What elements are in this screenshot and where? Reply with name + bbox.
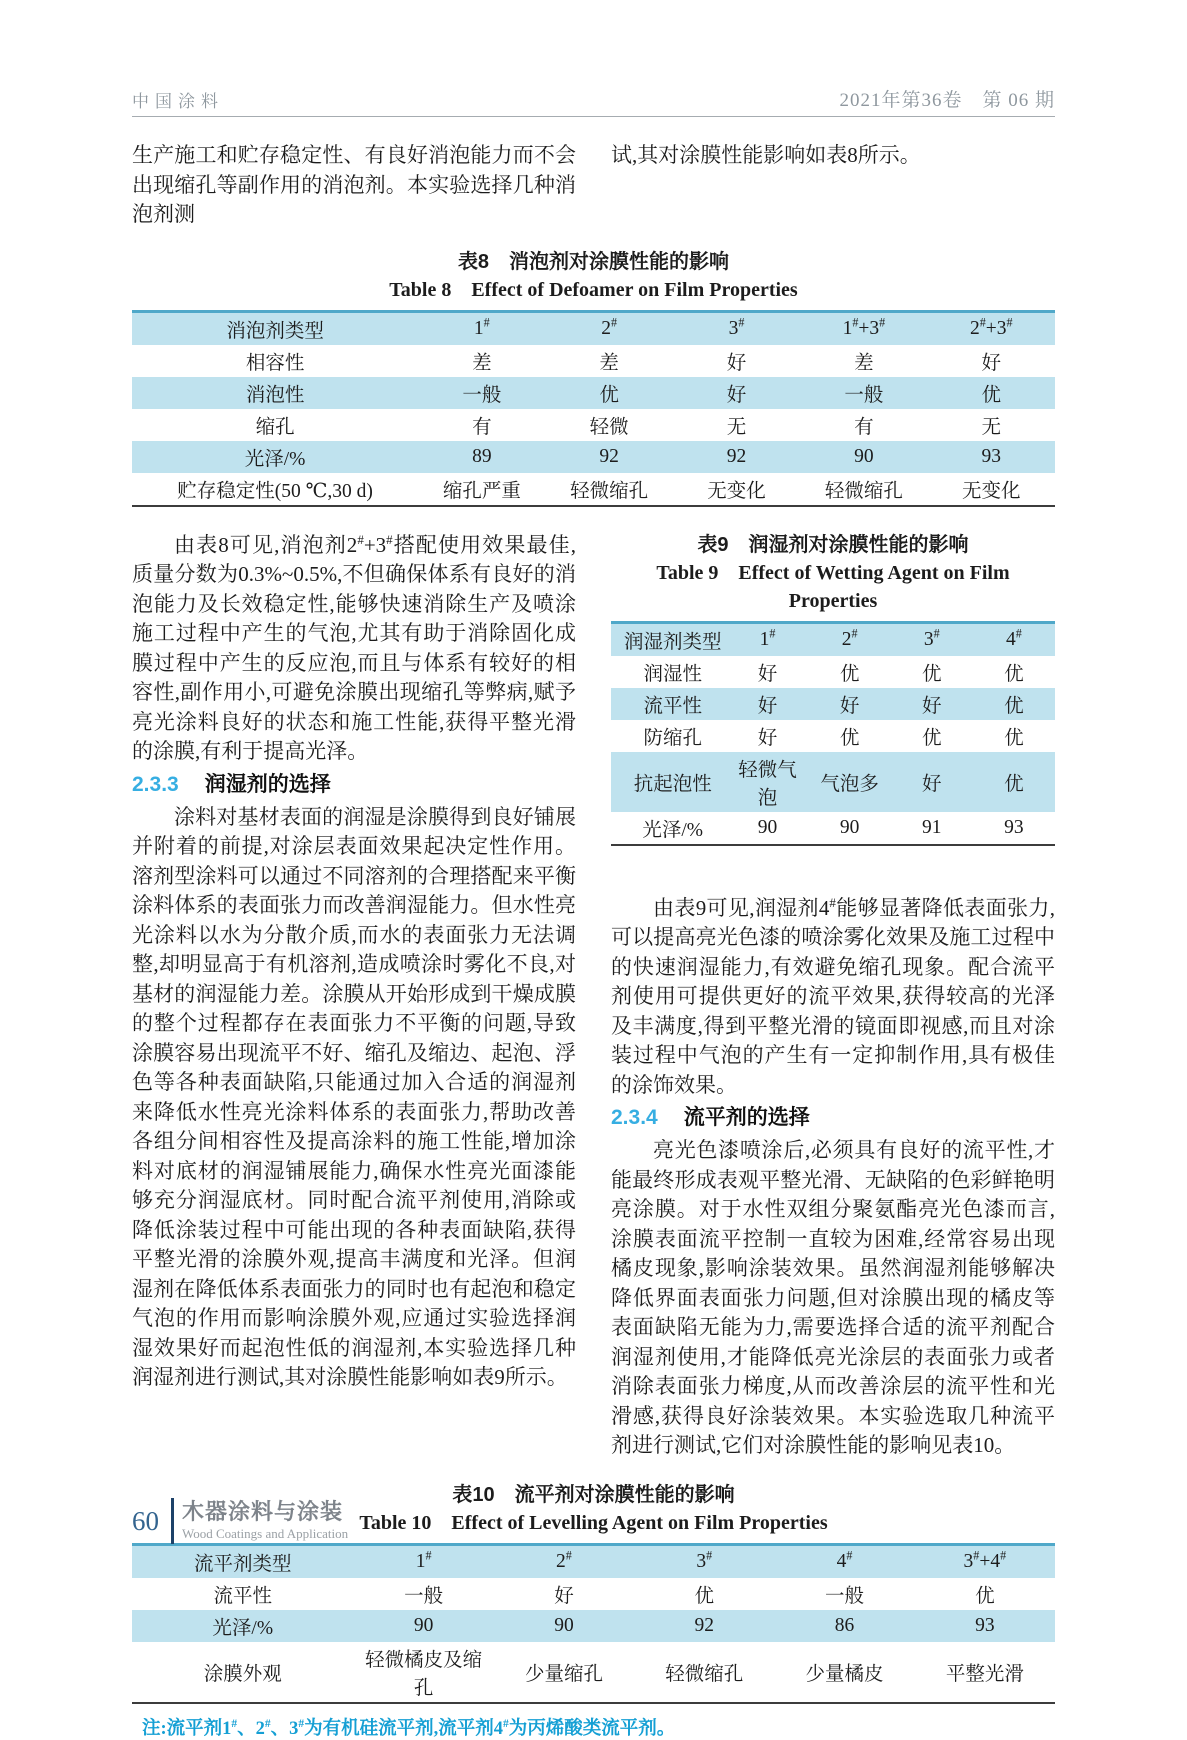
cell: 一般 — [825, 1585, 865, 1607]
cell: 轻微气泡 — [738, 759, 797, 809]
cell: 好 — [554, 1585, 574, 1607]
section-title: 流平剂的选择 — [683, 1106, 810, 1129]
paragraph-levelling: 亮光色漆喷涂后,必须具有良好的流平性,才能最终形成表观平整光滑、无缺陷的色彩鲜艳明亮涂膜。对于水性双组分聚氨酯亮光色漆而言,涂膜表面流平控制一直较为困难,经常容易出现橘皮现象,影响涂装效果。虽然润湿剂能够解决降低界面表面张力问题,但对涂膜出现的橘皮等表面缺陷无能为力,需要选择合适的流平剂配合润湿剂使用,才能降低亮光涂层的表面张力或者消除表面张力梯度,从而改善涂层的流平性和光滑感,获得良好涂装效果。本实验选取几种流平剂进行测试,它们对涂膜性能的影响见表10。 — [611, 1138, 1055, 1457]
intro-text-left: 生产施工和贮存稳定性、有良好消泡能力而不会出现缩孔等副作用的消泡剂。本实验选择几种消泡剂测 — [132, 143, 576, 226]
cell: 90 — [854, 445, 874, 467]
cell: 2# — [601, 315, 618, 339]
footer-divider-bar — [171, 1498, 174, 1544]
table10-title-en: Table 10 Effect of Levelling Agent on Film Properties — [359, 1511, 828, 1534]
cell: 2#+3# — [969, 315, 1013, 339]
cell: 1#+3# — [842, 315, 886, 339]
intro-paragraph-row — [132, 141, 1055, 230]
cell: 差 — [854, 352, 874, 374]
cell: 3# — [696, 1548, 713, 1572]
cell: 92 — [599, 445, 619, 467]
cell: 轻微 — [589, 416, 629, 438]
table-row — [132, 377, 1055, 409]
cell: 一般 — [462, 384, 502, 406]
table8-title-en: Table 8 Effect of Defoamer on Film Properties — [389, 278, 798, 301]
table8-section — [132, 248, 1055, 507]
left-column — [132, 531, 576, 1461]
table-row — [132, 473, 1055, 506]
table-row — [611, 812, 1055, 845]
paragraph-table9-discussion: 由表9可见,润湿剂4#能够显著降低表面张力,可以提高亮光色漆的喷涂雾化效果及施工过程中的快速润湿能力,有效避免缩孔现象。配合流平剂使用可提供更好的流平效果,获得较高的光泽及丰满度,得到平整光滑的镜面即视感,而且对涂装过程中气泡的产生有一定抑制作用,具有极佳的涂饰效果。 — [611, 894, 1056, 1097]
page-number: 60 — [132, 1505, 159, 1536]
cell: 3# — [728, 315, 745, 339]
table-row — [611, 622, 1055, 656]
cell: 93 — [1004, 816, 1024, 838]
row-label: 贮存稳定性(50 ℃,30 d) — [177, 480, 373, 502]
table-row — [611, 752, 1055, 812]
cell: 轻微缩孔 — [824, 480, 903, 502]
page-header — [132, 85, 1055, 117]
section-title: 润湿剂的选择 — [204, 772, 331, 796]
cell: 缩孔严重 — [442, 480, 521, 502]
table8 — [132, 310, 1055, 507]
table-row — [132, 1544, 1055, 1578]
cell: 优 — [1004, 663, 1024, 685]
table9 — [611, 621, 1055, 846]
section-heading-234 — [611, 1103, 1055, 1133]
cell: 好 — [839, 695, 860, 717]
cell: 无变化 — [707, 480, 766, 502]
cell: 93 — [975, 1614, 995, 1636]
cell: 少量橘皮 — [805, 1663, 884, 1685]
cell: 好 — [757, 727, 778, 749]
table-row — [132, 311, 1055, 345]
cell: 一般 — [404, 1585, 444, 1607]
footer-journal-names — [182, 1499, 348, 1543]
cell: 优 — [694, 1585, 714, 1607]
intro-left-column — [132, 141, 576, 230]
cell: 3#+4# — [963, 1548, 1007, 1572]
table-row — [132, 441, 1055, 473]
right-column — [611, 531, 1055, 1461]
intro-right-column — [611, 141, 1055, 230]
section-heading-233 — [132, 770, 576, 800]
cell: 2# — [841, 626, 858, 650]
page-footer — [132, 1498, 348, 1544]
table-row — [132, 1610, 1055, 1642]
cell: 气泡多 — [820, 773, 879, 795]
table-row — [132, 1642, 1055, 1703]
cell: 优 — [975, 1585, 995, 1607]
table-row — [611, 720, 1055, 752]
cell: 90 — [413, 1614, 434, 1636]
paragraph-wetting: 涂料对基材表面的润湿是涂膜得到良好铺展并附着的前提,对涂层表面效果起决定性作用。溶剂型涂料可以通过不同溶剂的合理搭配来平衡涂料体系的表面张力而改善润湿能力。但水性亮光涂料以水为分散介质,而水的表面张力无法调整,却明显高于有机溶剂,造成喷涂时雾化不良,对基材的润湿能力差。涂膜从开始形成到干燥成膜的整个过程都存在表面张力不平衡的问题,导致涂膜容易出现流平不好、缩孔及缩边、起泡、浮色等各种表面缺陷,只能通过加入合适的润湿剂来降低水性亮光涂料体系的表面张力,帮助改善各组分间相容性及提高涂料的施工性能,增加涂料对底材的润湿铺展能力,确保水性亮光面漆能够充分润湿底材。同时配合流平剂使用,消除或降低涂装过程中可能出现的各种表面缺陷,获得平整光滑的涂膜外观,提高丰满度和光泽。但润湿剂在降低体系表面张力的同时也有起泡和稳定气泡的作用而影响涂膜外观,应通过实验选择润湿效果好而起泡性低的润湿剂,本实验选择几种润湿剂进行测试,其对涂膜性能影响如表9所示。 — [132, 804, 576, 1389]
row-label: 润湿剂类型 — [623, 631, 722, 653]
table-row — [132, 345, 1055, 377]
cell: 86 — [834, 1614, 855, 1636]
table9-title-zh: 表9 润湿剂对涂膜性能的影响 — [697, 533, 969, 556]
table10-note: 注:流平剂1#、2#、3#为有机硅流平剂,流平剂4#为丙烯酸类流平剂。 — [142, 1717, 676, 1739]
table8-title-zh: 表8 消泡剂对涂膜性能的影响 — [457, 250, 730, 273]
cell: 优 — [922, 727, 942, 749]
cell: 有 — [854, 416, 874, 438]
row-label: 消泡性 — [245, 384, 305, 406]
cell: 好 — [757, 695, 778, 717]
cell: 90 — [554, 1614, 574, 1636]
cell: 1# — [473, 315, 490, 339]
cell: 有 — [472, 416, 492, 438]
section-number: 2.3.3 — [132, 772, 179, 796]
cell: 轻微缩孔 — [665, 1663, 744, 1685]
cell: 差 — [599, 352, 619, 374]
table-row — [611, 688, 1055, 720]
footer-journal-en: Wood Coatings and Application — [182, 1526, 349, 1541]
row-label: 消泡剂类型 — [226, 320, 324, 342]
cell: 优 — [839, 663, 860, 685]
footer-journal-zh: 木器涂料与涂装 — [182, 1499, 344, 1524]
table10-title-zh: 表10 流平剂对涂膜性能的影响 — [452, 1483, 735, 1506]
table9-title-en: Table 9 Effect of Wetting Agent on Film Properties — [656, 561, 1010, 612]
cell: 92 — [726, 445, 747, 467]
row-label: 流平性 — [213, 1585, 273, 1607]
cell: 1# — [759, 626, 776, 650]
row-label: 涂膜外观 — [203, 1663, 282, 1685]
cell: 91 — [922, 816, 942, 838]
cell: 好 — [922, 695, 942, 717]
cell: 优 — [1004, 695, 1024, 717]
cell: 92 — [694, 1614, 714, 1636]
cell: 90 — [839, 816, 860, 838]
table9-section — [611, 531, 1055, 846]
cell: 优 — [1004, 773, 1024, 795]
cell: 90 — [757, 816, 778, 838]
row-label: 光泽/% — [212, 1617, 274, 1639]
table-row — [611, 656, 1055, 688]
cell: 少量缩孔 — [524, 1663, 603, 1685]
cell: 好 — [726, 352, 747, 374]
cell: 无变化 — [962, 480, 1021, 502]
cell: 2# — [556, 1548, 572, 1572]
cell: 无 — [726, 416, 747, 438]
main-columns — [132, 531, 1055, 1461]
cell: 1# — [415, 1548, 432, 1572]
cell: 93 — [981, 445, 1002, 467]
row-label: 流平剂类型 — [194, 1553, 292, 1575]
cell: 优 — [599, 384, 619, 406]
row-label: 抗起泡性 — [633, 773, 712, 795]
cell: 好 — [922, 773, 942, 795]
table-row — [132, 409, 1055, 441]
section-number: 2.3.4 — [611, 1106, 658, 1129]
row-label: 润湿性 — [643, 663, 702, 685]
cell: 4# — [1006, 626, 1022, 650]
cell: 89 — [472, 445, 492, 467]
row-label: 缩孔 — [255, 416, 295, 438]
cell: 3# — [923, 626, 940, 650]
row-label: 流平性 — [643, 695, 702, 717]
cell: 无 — [981, 416, 1002, 438]
cell: 好 — [981, 352, 1002, 374]
cell: 优 — [981, 384, 1002, 406]
cell: 好 — [757, 663, 778, 685]
row-label: 防缩孔 — [643, 727, 702, 749]
cell: 轻微橘皮及缩孔 — [365, 1649, 483, 1699]
paragraph-table8-discussion: 由表8可见,消泡剂2#+3#搭配使用效果最佳,质量分数为0.3%~0.5%,不但确保体系有良好的消泡能力及长效稳定性,能够快速消除生产及喷涂施工过程中产生的气泡,尤其有助于消除固化成膜过程中产生的反应泡,而且与体系有较好的相容性,副作用小,可避免涂膜出现缩孔等弊病,赋予亮光涂料良好的状态和施工性能,获得平整光滑的涂膜,有利于提高光泽。 — [132, 531, 576, 763]
journal-name: 中国涂料 — [132, 92, 224, 111]
issue-info: 2021年第36卷 第 06 期 — [839, 90, 1055, 111]
cell: 平整光滑 — [945, 1663, 1024, 1685]
cell: 4# — [836, 1548, 853, 1572]
table-row — [132, 1578, 1055, 1610]
row-label: 光泽/% — [642, 819, 704, 841]
row-label: 光泽/% — [244, 448, 306, 470]
cell: 优 — [1004, 727, 1024, 749]
table10 — [132, 1543, 1055, 1704]
cell: 优 — [922, 663, 942, 685]
cell: 一般 — [844, 384, 884, 406]
cell: 轻微缩孔 — [570, 480, 649, 502]
cell: 好 — [726, 384, 747, 406]
row-label: 相容性 — [245, 352, 305, 374]
cell: 优 — [839, 727, 860, 749]
cell: 差 — [472, 352, 492, 374]
intro-text-right: 试,其对涂膜性能影响如表8所示。 — [611, 143, 921, 167]
